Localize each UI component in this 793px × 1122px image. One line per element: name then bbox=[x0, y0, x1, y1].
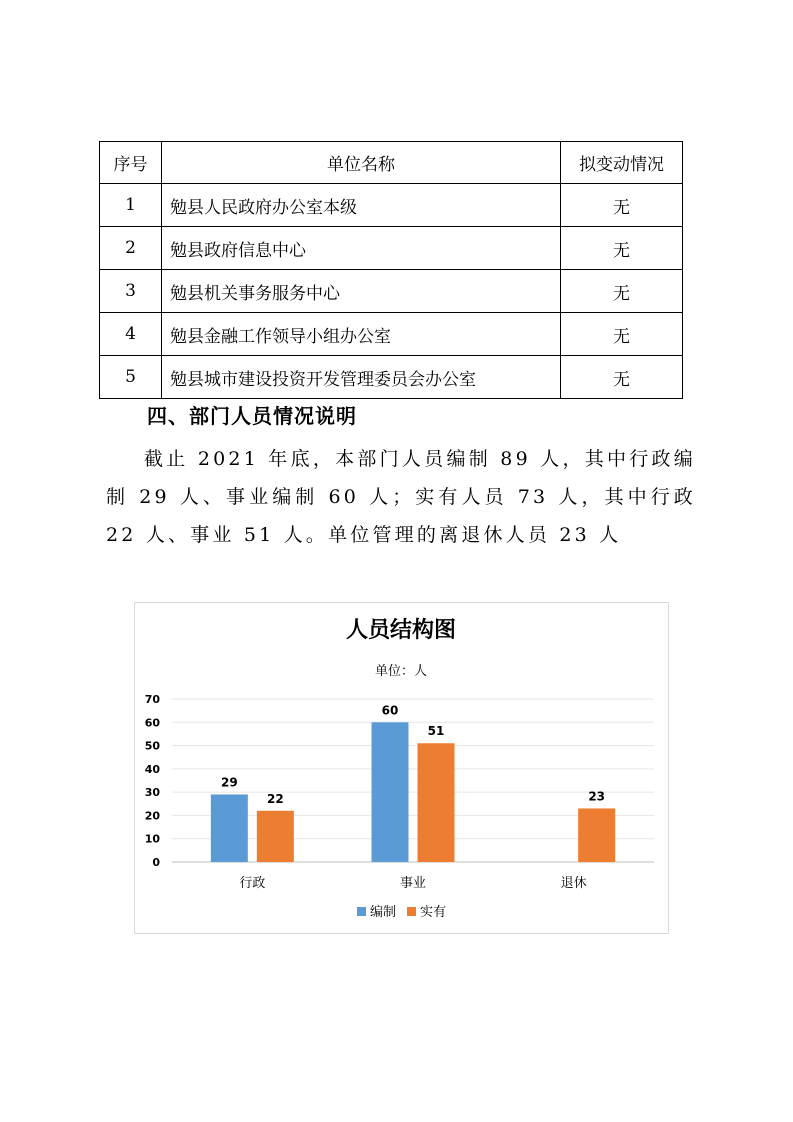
chart-svg bbox=[135, 603, 668, 933]
table-row bbox=[100, 184, 683, 227]
bar-编制 bbox=[211, 794, 248, 862]
chart-title: 人员结构图 bbox=[345, 618, 457, 643]
y-tick-label: 70 bbox=[144, 693, 160, 706]
row-num: 5 bbox=[100, 356, 162, 399]
paragraph-text: 截止 2021 年底，本部门人员编制 89 人，其中行政编制 29 人、事业编制 60 人；实有人员 73 人，其中行政 22 人、事业 51 人。单位管理的离退休人员 23 人 bbox=[106, 448, 696, 546]
bar-编制 bbox=[372, 722, 409, 862]
chart-subtitle: 单位：人 bbox=[374, 664, 428, 679]
table-header-row bbox=[100, 142, 683, 184]
row-change: 无 bbox=[561, 356, 683, 399]
row-name: 勉县人民政府办公室本级 bbox=[162, 184, 561, 227]
data-label: 29 bbox=[220, 775, 238, 790]
header-num: 序号 bbox=[100, 142, 162, 184]
table-row bbox=[100, 313, 683, 356]
y-tick-label: 30 bbox=[144, 786, 160, 800]
legend-label: 编制 bbox=[370, 905, 397, 920]
bar-实有 bbox=[257, 811, 294, 862]
staff-structure-chart bbox=[134, 602, 669, 934]
x-tick-label: 事业 bbox=[399, 876, 427, 891]
row-num: 1 bbox=[100, 184, 162, 227]
row-name: 勉县城市建设投资开发管理委员会办公室 bbox=[162, 356, 561, 399]
section-paragraph bbox=[106, 440, 696, 554]
y-tick-label: 0 bbox=[152, 856, 160, 869]
row-num: 4 bbox=[100, 313, 162, 356]
data-label: 23 bbox=[588, 789, 606, 804]
legend-label: 实有 bbox=[420, 905, 447, 920]
row-name: 勉县政府信息中心 bbox=[162, 227, 561, 270]
section-heading: 四、部门人员情况说明 bbox=[147, 404, 357, 428]
legend-swatch-编制 bbox=[357, 907, 366, 916]
data-label: 51 bbox=[427, 724, 445, 739]
legend-swatch-实有 bbox=[407, 907, 416, 916]
row-num: 2 bbox=[100, 227, 162, 270]
row-change: 无 bbox=[561, 184, 683, 227]
row-num: 3 bbox=[100, 270, 162, 313]
x-tick-label: 退休 bbox=[560, 876, 587, 891]
header-name: 单位名称 bbox=[162, 142, 561, 184]
data-label: 22 bbox=[266, 791, 284, 806]
bar-实有 bbox=[418, 743, 455, 862]
row-change: 无 bbox=[561, 313, 683, 356]
header-change: 拟变动情况 bbox=[561, 142, 683, 184]
row-change: 无 bbox=[561, 270, 683, 313]
row-name: 勉县机关事务服务中心 bbox=[162, 270, 561, 313]
y-tick-label: 10 bbox=[144, 832, 160, 846]
data-label: 60 bbox=[381, 703, 399, 718]
table-row bbox=[100, 270, 683, 313]
x-tick-label: 行政 bbox=[239, 876, 266, 891]
y-tick-label: 60 bbox=[144, 716, 160, 730]
y-tick-label: 50 bbox=[144, 739, 160, 753]
table-row bbox=[100, 356, 683, 399]
row-name: 勉县金融工作领导小组办公室 bbox=[162, 313, 561, 356]
table-row bbox=[100, 227, 683, 270]
bar-实有 bbox=[578, 808, 615, 862]
y-tick-label: 40 bbox=[144, 762, 160, 776]
unit-table bbox=[99, 141, 683, 399]
row-change: 无 bbox=[561, 227, 683, 270]
y-tick-label: 20 bbox=[144, 809, 160, 823]
